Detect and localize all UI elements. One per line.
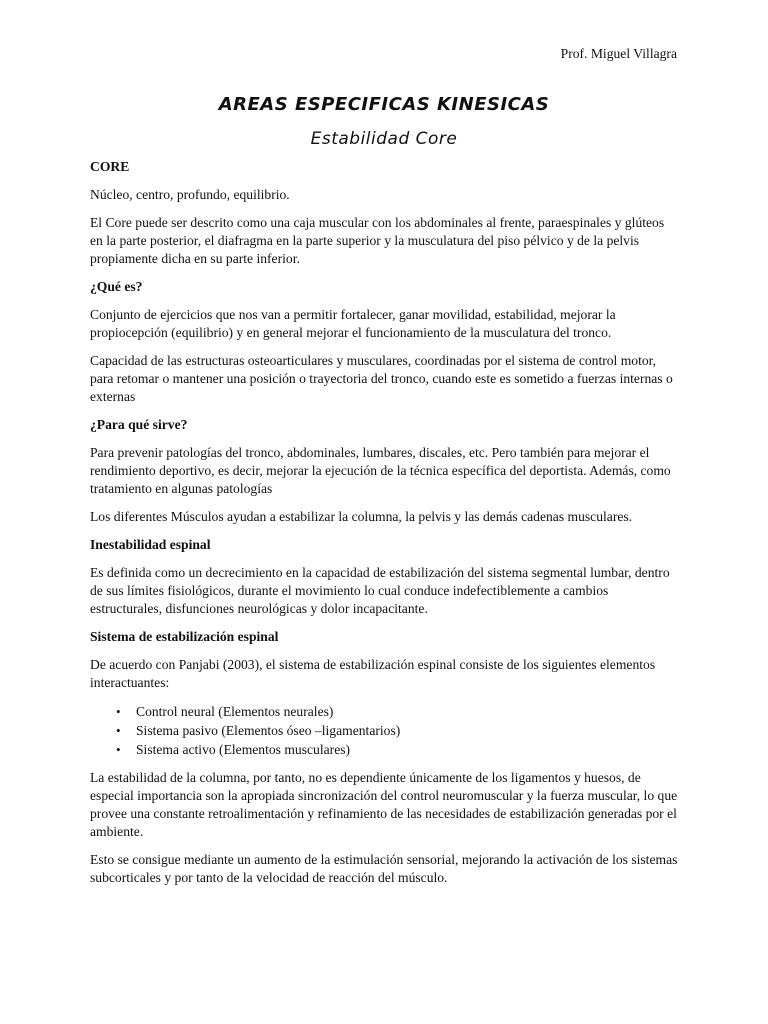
author-name: Prof. Miguel Villagra [560,46,677,61]
section-heading-que-es: ¿Qué es? [90,279,143,294]
paragraph-core-definition: Núcleo, centro, profundo, equilibrio. [90,187,290,202]
section-heading-para-que: ¿Para qué sirve? [90,417,188,432]
list-item-text: Control neural (Elementos neurales) [136,704,334,719]
paragraph-inestabilidad: Es definida como un decrecimiento en la capacidad de estabilización del sistema segmental lumbar, dentro de sus límites fisiológicos, durante el movimiento lo cual conduce indefectiblemente a cambios estructurales, disfunciones neurológicas y dolor incapacitante. [90,565,670,616]
list-item-text: Sistema pasivo (Elementos óseo –ligamentarios) [136,723,401,738]
bullet-list-elements [90,702,680,759]
bullet-icon: • [116,723,121,738]
paragraph-para-que-2: Los diferentes Músculos ayudan a estabilizar la columna, la pelvis y las demás cadenas musculares. [90,509,633,524]
list-item [90,740,680,759]
paragraph-sistema-estabilidad: La estabilidad de la columna, por tanto, no es dependiente únicamente de los ligamentos y huesos, de especial importancia son la apropiada sincronización del control neuromuscular y la fuerza muscular, lo que provee una constante retroalimentación y refinamiento de las necesidades de estabilización generadas por el ambiente. [90,770,678,839]
document-body [90,158,680,897]
document-subtitle: Estabilidad Core [310,129,458,149]
paragraph-core-description: El Core puede ser descrito como una caja muscular con los abdominales al frente, paraespinales y glúteos en la parte posterior, el diafragma en la parte superior y la musculatura del piso pélvico y de la pelvis propiamente dicha en su parte inferior. [90,215,665,266]
list-item-text: Sistema activo (Elementos musculares) [136,742,351,757]
paragraph-sistema-estimulacion: Esto se consigue mediante un aumento de la estimulación sensorial, mejorando la activación de los sistemas subcorticales y por tanto de la velocidad de reacción del músculo. [90,852,678,885]
list-item [90,721,680,740]
paragraph-sistema-intro: De acuerdo con Panjabi (2003), el sistema de estabilización espinal consiste de los siguientes elementos interactuantes: [90,657,656,690]
paragraph-que-es-2: Capacidad de las estructuras osteoarticulares y musculares, coordinadas por el sistema de control motor, para retomar o mantener una posición o trayectoria del tronco, cuando este es sometido a fuerzas internas o externas [90,353,673,404]
paragraph-que-es-1: Conjunto de ejercicios que nos van a permitir fortalecer, ganar movilidad, estabilidad, mejorar la propiocepción (equilibrio) y en general mejorar el funcionamiento de la musculatura del tronco. [90,307,616,340]
bullet-icon: • [116,742,121,757]
document-title: AREAS ESPECIFICAS KINESICAS [218,94,550,115]
section-heading-inestabilidad: Inestabilidad espinal [90,537,211,552]
section-heading-core: CORE [90,159,130,174]
section-heading-sistema: Sistema de estabilización espinal [90,629,279,644]
bullet-icon: • [116,704,121,719]
paragraph-para-que-1: Para prevenir patologías del tronco, abdominales, lumbares, discales, etc. Pero también para mejorar el rendimiento deportivo, es decir, mejorar la ejecución de la técnica específica del deportista. Además, como tratamiento en algunas patologías [90,445,671,496]
list-item [90,702,680,721]
